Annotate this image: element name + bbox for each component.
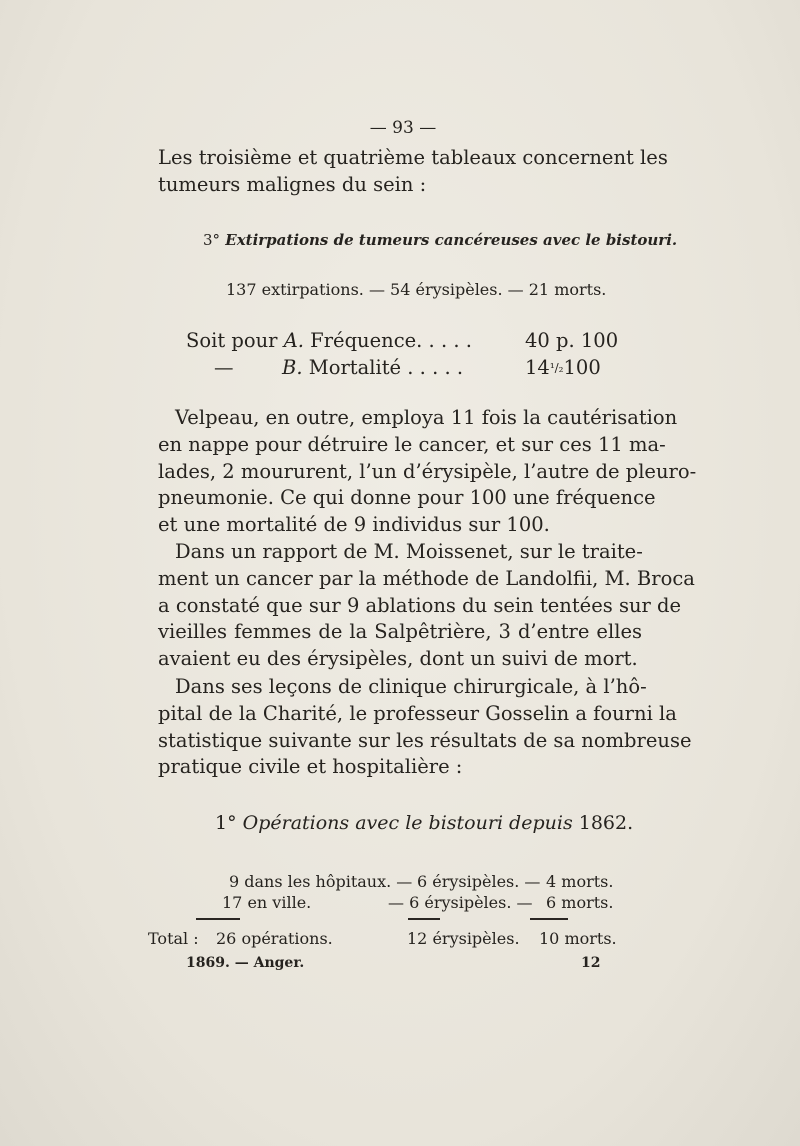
text-line: pital de la Charité, le professeur Gosselin a fourni la (158, 701, 677, 725)
sum-rule (530, 918, 568, 920)
intro-paragraph (158, 145, 668, 199)
table-cell: 12 érysipèles. (407, 929, 520, 948)
value-int: 14 (525, 356, 550, 379)
text-line: a constaté que sur 9 ablations du sein tentées sur de (158, 593, 682, 617)
section-title: Opérations avec le bistouri depuis (242, 812, 573, 834)
paragraph-velpeau (158, 405, 697, 539)
sum-rule (196, 918, 240, 920)
section-3-stats: 137 extirpations. — 54 érysipèles. — 21 morts. (226, 280, 607, 299)
table-cell: 10 morts. (539, 929, 617, 948)
row-prefix: Soit pour (186, 329, 278, 352)
text-line: lades, 2 moururent, l’un d’érysipèle, l’autre de pleuro- (158, 459, 697, 483)
text-line: Velpeau, en outre, employa 11 fois la cautérisation (175, 406, 678, 429)
section-year: 1862. (578, 812, 634, 834)
value-fraction: ¹/₂ (549, 361, 564, 375)
section-3-heading (203, 231, 677, 249)
signature-number: 12 (581, 955, 601, 971)
ratio-row-a (186, 329, 472, 352)
row-letter: B. (282, 356, 303, 379)
table-cell: 17 en ville. (222, 893, 312, 912)
total-label: Total : (148, 929, 199, 948)
text-line: Dans un rapport de M. Moissenet, sur le traite- (175, 540, 643, 563)
page-number: — 93 — (369, 118, 437, 138)
row-letter: A. (283, 329, 304, 352)
text-line: statistique suivante sur les résultats de sa nombreuse (158, 728, 692, 752)
table-cell: 6 érysipèles. — (417, 872, 541, 891)
text-line: pratique civile et hospitalière : (158, 755, 463, 779)
sum-rule (408, 918, 440, 920)
ratio-value-b (525, 356, 601, 379)
text-line: pneumonie. Ce qui donne pour 100 une fréquence (158, 486, 656, 510)
text-line: vieilles femmes de la Salpêtrière, 3 d’entre elles (158, 620, 642, 644)
row-label: Mortalité . . . . . (308, 356, 464, 379)
text-line: Dans ses leçons de clinique chirurgicale, à l’hô- (175, 675, 647, 698)
section-1-heading (215, 812, 633, 834)
text-line: avaient eu des érysipèles, dont un suivi de mort. (158, 647, 638, 671)
paragraph-gosselin (158, 674, 692, 781)
table-cell: — 6 érysipèles. — (388, 893, 533, 912)
text-line: ment un cancer par la méthode de Landolfii, M. Broca (158, 566, 695, 590)
section-number: 1° (215, 812, 237, 834)
ratio-value-a: 40 p. 100 (525, 329, 619, 352)
section-number: 3° (203, 231, 221, 249)
text-line: et une mortalité de 9 individus sur 100. (158, 513, 550, 537)
row-label: Fréquence. . . . . (310, 329, 472, 352)
table-cell: 9 dans les hôpitaux. — (229, 872, 413, 891)
table-cell: 6 morts. (546, 893, 614, 912)
text-line: Les troisième et quatrième tableaux concernent les (158, 146, 668, 169)
paragraph-moissenet (158, 539, 695, 673)
text-line: en nappe pour détruire le cancer, et sur ces 11 ma- (158, 432, 666, 456)
section-title: Extirpations de tumeurs cancéreuses avec le bistouri. (225, 231, 678, 249)
text-line: tumeurs malignes du sein : (158, 172, 427, 196)
table-cell: 4 morts. (546, 872, 614, 891)
value-rest: 100 (563, 356, 601, 379)
ratio-row-b-prefix: — (214, 356, 234, 379)
table-cell: 26 opérations. (216, 929, 333, 948)
signature-footer: 1869. — Anger. (186, 955, 305, 971)
ratio-row-b (282, 356, 463, 379)
